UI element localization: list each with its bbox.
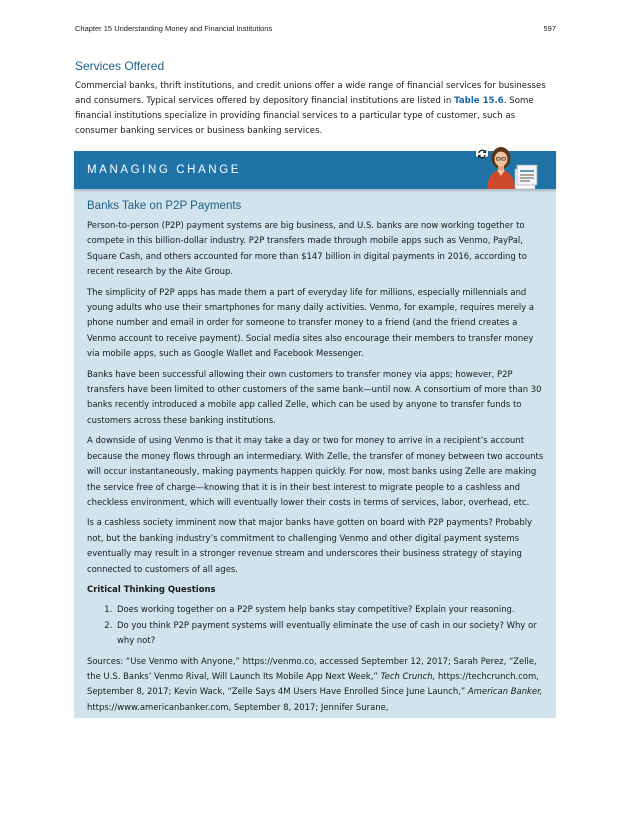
paragraph: Is a cashless society imminent now that major banks have gotten on board with P2P payments? Probably not, but the banking industry’s commitment to challenging Venmo and other digital payment systems eventually may result in a stronger revenue stream and underscores their business strategy of staying connected to customers of all ages.	[87, 517, 533, 574]
paragraph: A downside of using Venmo is that it may take a day or two for money to arrive in a recipient’s account because the money flows through an intermediary. With Zelle, the transfer of money between two accounts will occur instantaneously, making payments happen quickly. For now, most banks using Zelle are making the service free of charge—knowing that it is in their best interest to migrate people to a cashless and checkless environment, which will eventually lower their costs in terms of services, labor, overhead, etc.	[87, 435, 544, 507]
critical-thinking-heading: Critical Thinking Questions	[87, 583, 216, 594]
table-link[interactable]: Table 15.6	[454, 96, 504, 106]
section-intro	[75, 79, 557, 139]
sources-text: Sources: “Use Venmo with Anyone,” https://venmo.co, accessed September 12, 2017; Sarah Perez, “Zelle, the U.S. Banks’ Venmo Rival, Will Launch Its Mobile App Next Week,”	[87, 655, 537, 681]
page-header	[75, 24, 556, 33]
paragraph: Banks have been successful allowing their own customers to transfer money via apps; however, P2P transfers have been limited to other customers of the same bank—until now. A consortium of more than 30 banks recently introduced a mobile app called Zelle, which can be used by anyone to transfer funds to customers across these banking institutions.	[87, 368, 542, 425]
section-title: Services Offered	[75, 59, 165, 73]
paragraph: Person-to-person (P2P) payment systems are big business, and U.S. banks are now working together to compete in this billion-dollar industry. P2P transfers made through mobile apps such as Venmo, PayPal, Square Cash, and others accounted for more than $147 billion in digital payments in 2016, according to recent research by the Aite Group.	[87, 220, 527, 277]
managing-change-box	[74, 151, 556, 718]
question-item: 2. Do you think P2P payment systems will eventually eliminate the use of cash in our society? Why or why not?	[115, 618, 547, 649]
publication-name: American Banker,	[467, 686, 543, 697]
intro-text-end: . Some financial institutions specialize in providing financial services to a particular type of customer, such as consumer banking services or business banking services.	[75, 96, 534, 136]
page-number: 597	[543, 24, 556, 33]
feature-title: Banks Take on P2P Payments	[87, 200, 242, 212]
feature-label: MANAGING CHANGE	[87, 164, 242, 176]
sources-text: https://techcrunch.com, September 8, 2017; Kevin Wack, “Zelle Says 4M Users Have Enrolled Since June Launch,”	[87, 670, 539, 697]
intro-text-start: Commercial banks, thrift institutions, and credit unions offer a wide range of financial services for businesses and consumers. Typical services offered by depository financial institutions are listed in	[75, 81, 546, 106]
sources-citation	[87, 654, 547, 716]
sources-text: https://www.americanbanker.com, September 8, 2017; Jennifer Surane,	[87, 701, 389, 712]
critical-thinking-questions	[87, 602, 547, 648]
question-item: 1. Does working together on a P2P system help banks stay competitive? Explain your reasoning.	[115, 602, 547, 617]
feature-header	[74, 151, 556, 189]
paragraph: The simplicity of P2P apps has made them a part of everyday life for millions, especially millennials and young adults who use their smartphones for many daily activities. Venmo, for example, requires merely a phone number and email in order for someone to transfer money to a friend (and the friend creates a Venmo account to receive payment). Social media sites also encourage their members to transfer money via mobile apps, such as Google Wallet and Facebook Messenger.	[87, 286, 535, 359]
publication-name: Tech Crunch,	[380, 670, 436, 681]
feature-body	[87, 218, 547, 720]
person-at-desk-icon	[479, 143, 541, 189]
chapter-title: Chapter 15 Understanding Money and Financial Institutions	[75, 24, 273, 33]
